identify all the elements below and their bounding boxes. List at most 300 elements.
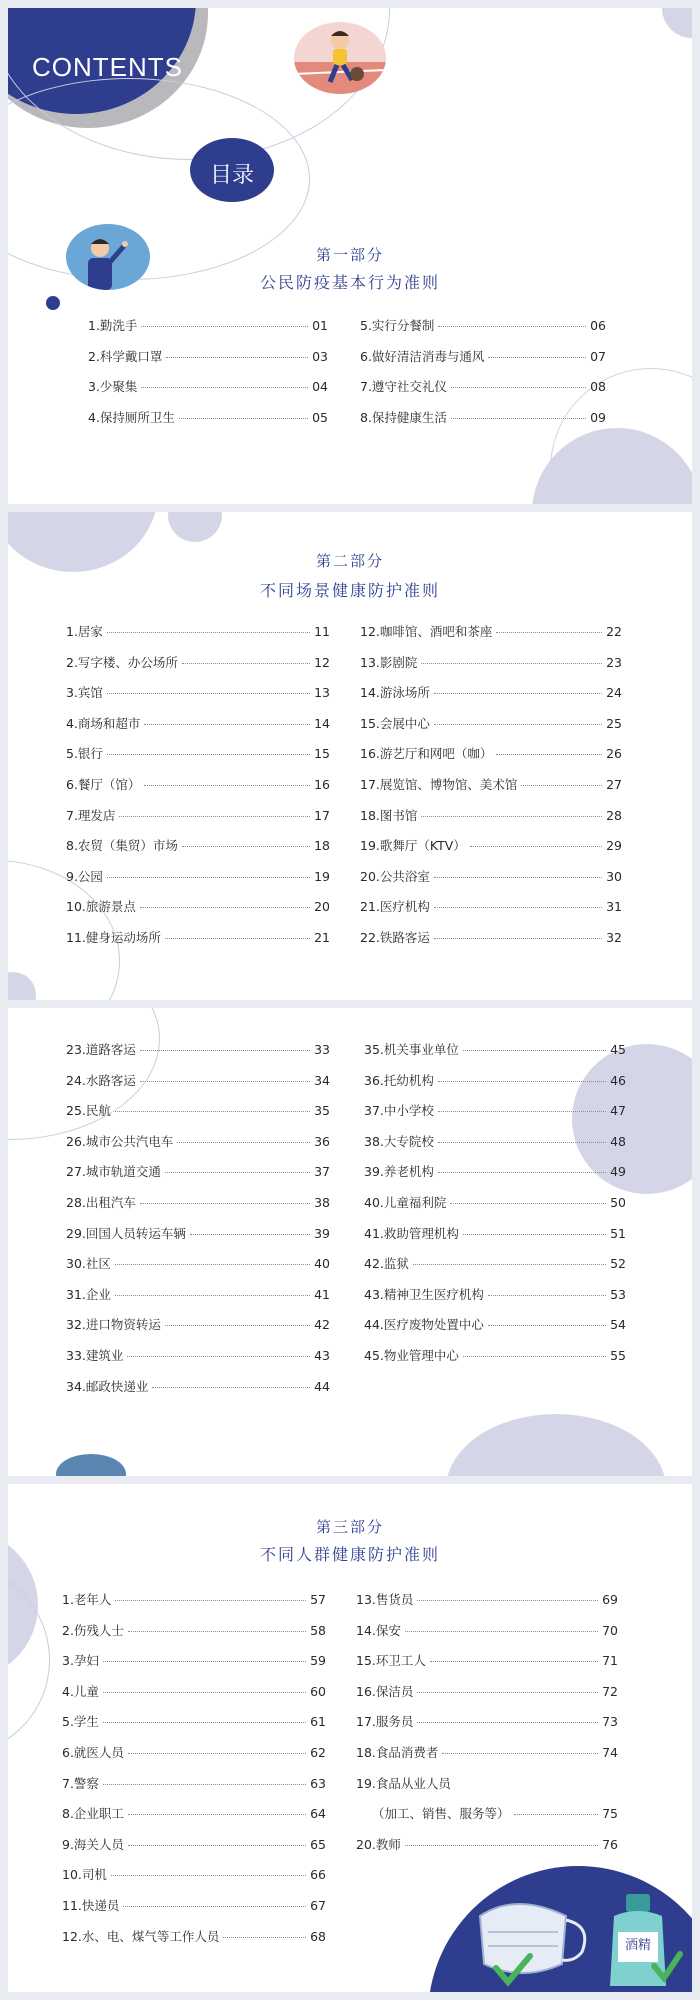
toc-entry-page-number: 60 (310, 1683, 326, 1699)
toc-entry-page-number: 32 (606, 929, 622, 945)
toc-entry[interactable] (62, 1621, 326, 1652)
toc-entry-leader-dots (103, 1661, 306, 1662)
toc-entry[interactable] (66, 1071, 330, 1102)
toc-entry-leader-dots (434, 877, 602, 878)
toc-entry-page-number: 67 (310, 1897, 326, 1913)
toc-entry[interactable] (88, 316, 328, 347)
toc-page-1 (8, 8, 692, 504)
toc-entry-label: 8.企业职工 (62, 1806, 124, 1822)
toc-entry-leader-dots (119, 816, 310, 817)
toc-entry[interactable] (356, 1651, 618, 1682)
toc-entry-leader-dots (144, 724, 310, 725)
toc-entry-page-number: 51 (610, 1225, 626, 1241)
toc-entry[interactable] (356, 1743, 618, 1774)
toc-entry-leader-dots (488, 1325, 606, 1326)
toc-entry-label: 16.保洁员 (356, 1683, 414, 1699)
toc-page-4 (8, 1484, 692, 1992)
toc-entry-leader-dots (496, 632, 602, 633)
toc-entry-leader-dots (190, 1234, 310, 1235)
toc-entry-leader-dots (115, 1295, 310, 1296)
toc-entry[interactable] (360, 836, 622, 867)
toc-entry-leader-dots (182, 663, 310, 664)
toc-entry-label: 44.医疗废物处置中心 (364, 1317, 484, 1333)
section-3-right-list (364, 1040, 626, 1377)
toc-entry-leader-dots (140, 1050, 310, 1051)
toc-entry[interactable] (66, 683, 330, 714)
toc-entry[interactable] (66, 1285, 330, 1316)
toc-entry[interactable] (66, 714, 330, 745)
toc-entry[interactable] (66, 1346, 330, 1377)
toc-entry-leader-dots (438, 1111, 606, 1112)
toc-entry[interactable] (364, 1040, 626, 1071)
toc-entry[interactable] (66, 1254, 330, 1285)
section-2-subtitle: 不同场景健康防护准则 (259, 581, 440, 600)
toc-entry-label: 32.进口物资转运 (66, 1317, 161, 1333)
section-2-title: 第二部分 (315, 552, 384, 570)
toc-entry-leader-dots (442, 1753, 598, 1754)
toc-entry-page-number: 48 (610, 1133, 626, 1149)
toc-entry-leader-dots (450, 1203, 606, 1204)
toc-entry[interactable] (66, 897, 330, 928)
toc-entry-label: 6.餐厅（馆） (66, 776, 141, 792)
toc-entry[interactable] (62, 1712, 326, 1743)
toc-entry-label: 35.机关事业单位 (364, 1042, 459, 1057)
toc-entry-label: 21.医疗机构 (360, 899, 430, 915)
toc-entry-leader-dots (128, 1845, 306, 1846)
toc-entry-label: 2.伤残人士 (62, 1622, 124, 1638)
toc-entry[interactable] (62, 1774, 326, 1805)
toc-entry-page-number: 57 (310, 1592, 326, 1607)
toc-entry-label: 1.居家 (66, 624, 103, 639)
toc-entry-page-number: 76 (602, 1836, 618, 1852)
toc-entry-leader-dots (140, 1203, 310, 1204)
toc-entry-page-number: 21 (314, 929, 330, 945)
toc-entry-leader-dots (417, 1600, 598, 1601)
toc-entry-label: 3.少聚集 (88, 379, 138, 395)
decor-circle (56, 1454, 126, 1476)
decor-circle (662, 8, 692, 38)
toc-page-2 (8, 512, 692, 1000)
toc-entry-page-number: 13 (314, 685, 330, 701)
toc-entry[interactable] (356, 1682, 618, 1713)
toc-entry[interactable] (62, 1743, 326, 1774)
toc-entry-page-number: 05 (312, 409, 328, 425)
section-2-left-list (66, 622, 330, 959)
toc-entry-page-number: 59 (310, 1653, 326, 1669)
toc-entry-label: 37.中小学校 (364, 1103, 434, 1119)
toc-entry-leader-dots (152, 1387, 310, 1388)
toc-entry[interactable] (364, 1071, 626, 1102)
toc-entry-label: 2.写字楼、办公场所 (66, 654, 178, 670)
toc-entry[interactable] (360, 867, 622, 898)
toc-entry-label: 15.会展中心 (360, 715, 430, 731)
toc-entry[interactable] (364, 1224, 626, 1255)
section-3-left-list (66, 1040, 330, 1407)
section-2-right-list (360, 622, 622, 959)
section-1-subtitle: 公民防疫基本行为准则 (259, 273, 440, 292)
toc-entry[interactable] (88, 377, 328, 408)
toc-entry-leader-dots (430, 1661, 598, 1662)
toc-entry-label: （加工、销售、服务等） (372, 1806, 510, 1822)
section-1-right-list (360, 316, 606, 438)
toc-entry-label: 15.环卫工人 (356, 1653, 426, 1669)
toc-entry-label: 5.银行 (66, 746, 103, 762)
toc-entry-leader-dots (434, 693, 602, 694)
toc-entry-leader-dots (166, 357, 308, 358)
section-1-left-list (88, 316, 328, 438)
toc-entry-label: 4.商场和超市 (66, 715, 141, 731)
toc-entry-label: 42.监狱 (364, 1256, 409, 1272)
toc-entry-leader-dots (127, 1356, 310, 1357)
toc-entry[interactable] (62, 1927, 326, 1958)
toc-entry-page-number: 24 (606, 685, 622, 701)
toc-entry-page-number: 65 (310, 1836, 326, 1852)
toc-entry[interactable] (360, 408, 606, 439)
toc-entry-leader-dots (434, 938, 602, 939)
toc-entry-leader-dots (128, 1631, 306, 1632)
toc-entry-label: 25.民航 (66, 1103, 111, 1119)
toc-entry-leader-dots (421, 663, 602, 664)
toc-entry-label: 13.影剧院 (360, 654, 418, 670)
decor-circle (446, 1414, 666, 1476)
toc-entry-label: 19.歌舞厅（KTV） (360, 838, 466, 854)
toc-entry[interactable] (356, 1774, 618, 1805)
toc-entry-label: 3.孕妇 (62, 1653, 99, 1669)
toc-entry-label: 17.展览馆、博物馆、美术馆 (360, 776, 518, 792)
toc-entry-page-number: 45 (610, 1042, 626, 1057)
toc-entry-page-number: 12 (314, 654, 330, 670)
toc-entry-page-number: 54 (610, 1317, 626, 1333)
toc-entry[interactable] (66, 836, 330, 867)
toc-entry-label: 10.司机 (62, 1867, 107, 1883)
toc-entry-page-number: 22 (606, 624, 622, 639)
toc-entry-page-number: 61 (310, 1714, 326, 1730)
toc-entry[interactable] (62, 1682, 326, 1713)
toc-entry[interactable] (360, 683, 622, 714)
toc-entry-page-number: 03 (312, 348, 328, 364)
toc-entry-label: 33.建筑业 (66, 1347, 124, 1363)
toc-entry[interactable] (66, 1193, 330, 1224)
toc-entry[interactable] (360, 897, 622, 928)
toc-entry[interactable] (356, 1712, 618, 1743)
toc-entry-leader-dots (144, 785, 310, 786)
toc-entry[interactable] (356, 1621, 618, 1652)
toc-entry-page-number: 69 (602, 1592, 618, 1607)
toc-entry-leader-dots (165, 1325, 310, 1326)
toc-entry-label: 18.食品消费者 (356, 1744, 439, 1760)
toc-entry-leader-dots (223, 1937, 306, 1938)
toc-entry-label: 40.儿童福利院 (364, 1194, 447, 1210)
toc-entry-leader-dots (463, 1234, 606, 1235)
toc-entry-page-number: 25 (606, 715, 622, 731)
toc-entry[interactable] (364, 1132, 626, 1163)
toc-entry-label: 22.铁路客运 (360, 929, 430, 945)
toc-entry-page-number: 08 (590, 379, 606, 395)
toc-entry-label: 28.出租汽车 (66, 1194, 136, 1210)
section-4-subtitle: 不同人群健康防护准则 (259, 1545, 440, 1564)
toc-entry-label: 5.学生 (62, 1714, 99, 1730)
toc-entry-label: 9.公园 (66, 868, 103, 884)
toc-entry[interactable] (360, 714, 622, 745)
toc-entry-leader-dots (115, 1111, 310, 1112)
toc-entry-label: 3.宾馆 (66, 685, 103, 701)
mask-icon (480, 1904, 585, 1982)
toc-entry-page-number: 58 (310, 1622, 326, 1638)
toc-entry-leader-dots (438, 1172, 606, 1173)
toc-entry[interactable] (360, 775, 622, 806)
toc-entry-page-number: 75 (602, 1806, 618, 1822)
toc-entry-page-number: 37 (314, 1164, 330, 1180)
toc-entry-page-number: 18 (314, 838, 330, 854)
toc-entry[interactable] (66, 1315, 330, 1346)
toc-entry[interactable] (360, 377, 606, 408)
toc-entry[interactable] (66, 1040, 330, 1071)
toc-entry-label: 17.服务员 (356, 1714, 414, 1730)
toc-entry-label: 12.咖啡馆、酒吧和茶座 (360, 624, 493, 639)
toc-entry-page-number: 64 (310, 1806, 326, 1822)
toc-entry-page-number: 07 (590, 348, 606, 364)
toc-entry[interactable] (364, 1285, 626, 1316)
toc-entry[interactable] (66, 1162, 330, 1193)
toc-entry[interactable] (360, 806, 622, 837)
toc-entry-page-number: 09 (590, 409, 606, 425)
toc-entry-leader-dots (141, 326, 308, 327)
toc-entry-label: 10.旅游景点 (66, 899, 136, 915)
toc-entry-page-number: 19 (314, 868, 330, 884)
toc-entry-label: 23.道路客运 (66, 1042, 136, 1057)
toc-entry-page-number: 41 (314, 1286, 330, 1302)
toc-entry[interactable] (62, 1865, 326, 1896)
toc-entry[interactable] (364, 1193, 626, 1224)
toc-entry-label: 39.养老机构 (364, 1164, 434, 1180)
toc-entry-label: 38.大专院校 (364, 1133, 434, 1149)
toc-entry[interactable] (364, 1101, 626, 1132)
toc-entry-page-number: 11 (314, 624, 330, 639)
toc-entry-leader-dots (496, 754, 602, 755)
toc-entry-label: 9.海关人员 (62, 1836, 124, 1852)
toc-entry-page-number: 53 (610, 1286, 626, 1302)
toc-entry[interactable] (360, 928, 622, 959)
toc-entry-leader-dots (123, 1906, 306, 1907)
toc-entry-page-number: 55 (610, 1347, 626, 1363)
bottle-label: 酒精 (624, 1938, 651, 1953)
toc-entry[interactable] (364, 1315, 626, 1346)
toc-entry-label: 20.教师 (356, 1836, 401, 1852)
toc-entry-leader-dots (417, 1722, 598, 1723)
toc-entry-leader-dots (111, 1875, 306, 1876)
toc-entry-label: 8.保持健康生活 (360, 409, 447, 425)
toc-entry-page-number: 17 (314, 807, 330, 823)
toc-entry-label: 7.遵守社交礼仪 (360, 379, 447, 395)
toc-entry-page-number: 14 (314, 715, 330, 731)
toc-entry-page-number: 66 (310, 1867, 326, 1883)
toc-entry-label: 24.水路客运 (66, 1072, 136, 1088)
toc-entry-label: 13.售货员 (356, 1592, 414, 1607)
section-1-title: 第一部分 (315, 246, 384, 264)
toc-entry-leader-dots (463, 1356, 606, 1357)
toc-entry-label: 7.理发店 (66, 807, 116, 823)
toc-entry-page-number: 73 (602, 1714, 618, 1730)
toc-entry[interactable] (66, 1377, 330, 1408)
toc-entry-leader-dots (165, 938, 310, 939)
toc-entry-page-number: 42 (314, 1317, 330, 1333)
toc-entry[interactable] (66, 1224, 330, 1255)
toc-entry-page-number: 26 (606, 746, 622, 762)
toc-entry-leader-dots (451, 418, 586, 419)
toc-entry-page-number: 36 (314, 1133, 330, 1149)
toc-entry[interactable] (66, 1132, 330, 1163)
toc-entry-label: 4.保持厕所卫生 (88, 409, 175, 425)
toc-entry-leader-dots (470, 846, 602, 847)
toc-entry-label: 12.水、电、煤气等工作人员 (62, 1928, 220, 1944)
toc-entry-leader-dots (417, 1692, 598, 1693)
toc-entry-page-number: 34 (314, 1072, 330, 1088)
toc-entry-label: 8.农贸（集贸）市场 (66, 838, 178, 854)
toc-entry-leader-dots (451, 387, 586, 388)
toc-entry[interactable] (360, 744, 622, 775)
toc-entry-page-number: 47 (610, 1103, 626, 1119)
toc-entry-leader-dots (103, 1784, 306, 1785)
toc-entry-label: 16.游艺厅和网吧（咖） (360, 746, 493, 762)
toc-entry[interactable] (356, 1804, 618, 1835)
toc-entry-leader-dots (438, 326, 586, 327)
section-4-right-list (356, 1590, 618, 1865)
toc-entry[interactable] (356, 1590, 618, 1621)
toc-entry-leader-dots (115, 1600, 306, 1601)
toc-entry-leader-dots (438, 1142, 606, 1143)
toc-entry-label: 30.社区 (66, 1256, 111, 1272)
toc-entry-page-number: 04 (312, 379, 328, 395)
toc-entry-leader-dots (179, 418, 308, 419)
toc-entry-label: 2.科学戴口罩 (88, 348, 163, 364)
toc-page-3 (8, 1008, 692, 1476)
toc-entry[interactable] (66, 1101, 330, 1132)
toc-entry-page-number: 15 (314, 746, 330, 762)
toc-entry-page-number: 72 (602, 1683, 618, 1699)
toc-entry-label: 1.勤洗手 (88, 318, 138, 333)
toc-entry-label: 6.做好清洁消毒与通风 (360, 348, 485, 364)
toc-entry-leader-dots (128, 1814, 306, 1815)
toc-entry-page-number: 46 (610, 1072, 626, 1088)
toc-entry-leader-dots (103, 1692, 306, 1693)
toc-entry[interactable] (360, 347, 606, 378)
section-4-title: 第三部分 (315, 1518, 384, 1536)
toc-entry[interactable] (360, 316, 606, 347)
toc-entry-page-number: 38 (314, 1194, 330, 1210)
toc-entry-label: 14.保安 (356, 1622, 401, 1638)
toc-entry-page-number: 70 (602, 1622, 618, 1638)
toc-entry[interactable] (66, 867, 330, 898)
toc-entry[interactable] (364, 1346, 626, 1377)
toc-entry-label: 14.游泳场所 (360, 685, 430, 701)
toc-entry-page-number: 40 (314, 1256, 330, 1272)
toc-entry-leader-dots (405, 1631, 598, 1632)
toc-entry-page-number: 06 (590, 318, 606, 333)
toc-entry-label: 27.城市轨道交通 (66, 1164, 161, 1180)
toc-entry-page-number: 52 (610, 1256, 626, 1272)
toc-entry[interactable] (360, 622, 622, 653)
toc-entry-leader-dots (421, 816, 602, 817)
section-4-left-list (62, 1590, 326, 1957)
toc-entry-leader-dots (177, 1142, 310, 1143)
toc-entry[interactable] (364, 1162, 626, 1193)
toc-entry[interactable] (62, 1590, 326, 1621)
toc-entry-leader-dots (128, 1753, 306, 1754)
toc-entry-leader-dots (438, 1081, 606, 1082)
toc-entry-leader-dots (115, 1264, 310, 1265)
toc-entry-page-number: 23 (606, 654, 622, 670)
toc-entry-page-number: 71 (602, 1653, 618, 1669)
toc-entry-page-number: 68 (310, 1928, 326, 1944)
toc-entry[interactable] (66, 775, 330, 806)
toc-entry-leader-dots (514, 1814, 599, 1815)
toc-entry-leader-dots (521, 785, 602, 786)
toc-entry[interactable] (356, 1835, 618, 1866)
toc-entry-page-number: 33 (314, 1042, 330, 1057)
toc-entry[interactable] (364, 1254, 626, 1285)
toc-entry-leader-dots (107, 693, 310, 694)
toc-entry-page-number: 27 (606, 776, 622, 792)
toc-entry-leader-dots (488, 1295, 606, 1296)
toc-entry[interactable] (66, 806, 330, 837)
toc-entry-leader-dots (107, 877, 310, 878)
toc-entry-label: 43.精神卫生医疗机构 (364, 1286, 484, 1302)
toc-entry[interactable] (66, 653, 330, 684)
toc-entry-page-number: 49 (610, 1164, 626, 1180)
runner-icon (294, 22, 386, 94)
toc-entry-label: 45.物业管理中心 (364, 1347, 459, 1363)
toc-entry-leader-dots (182, 846, 310, 847)
toc-entry-leader-dots (434, 724, 602, 725)
toc-entry[interactable] (62, 1896, 326, 1927)
toc-entry-page-number: 63 (310, 1775, 326, 1791)
toc-entry[interactable] (62, 1804, 326, 1835)
toc-entry[interactable] (66, 928, 330, 959)
toc-entry-page-number: 28 (606, 807, 622, 823)
toc-entry-leader-dots (488, 357, 586, 358)
toc-entry[interactable] (62, 1651, 326, 1682)
toc-entry[interactable] (62, 1835, 326, 1866)
decor-circle (168, 512, 222, 542)
toc-entry-page-number: 16 (314, 776, 330, 792)
toc-entry[interactable] (66, 744, 330, 775)
toc-entry-leader-dots (141, 387, 308, 388)
toc-entry-page-number: 43 (314, 1347, 330, 1363)
toc-entry-label: 6.就医人员 (62, 1744, 124, 1760)
toc-entry-leader-dots (434, 907, 602, 908)
toc-entry-leader-dots (413, 1264, 606, 1265)
toc-entry-label: 26.城市公共汽电车 (66, 1133, 174, 1149)
toc-entry[interactable] (88, 408, 328, 439)
toc-entry[interactable] (88, 347, 328, 378)
toc-entry-page-number: 30 (606, 868, 622, 884)
toc-entry-page-number: 39 (314, 1225, 330, 1241)
mask-and-sanitizer-illustration (466, 1886, 692, 1992)
runner-illustration (294, 22, 386, 94)
toc-entry-page-number: 62 (310, 1744, 326, 1760)
toc-entry-page-number: 44 (314, 1378, 330, 1394)
toc-entry-leader-dots (140, 907, 310, 908)
toc-entry-page-number: 01 (312, 318, 328, 333)
toc-entry-leader-dots (107, 632, 310, 633)
toc-entry[interactable] (360, 653, 622, 684)
toc-entry[interactable] (66, 622, 330, 653)
decor-dot (46, 296, 60, 310)
toc-entry-page-number: 50 (610, 1194, 626, 1210)
toc-entry-label: 11.快递员 (62, 1897, 120, 1913)
contents-heading: CONTENTS (32, 52, 183, 82)
toc-entry-leader-dots (107, 754, 310, 755)
